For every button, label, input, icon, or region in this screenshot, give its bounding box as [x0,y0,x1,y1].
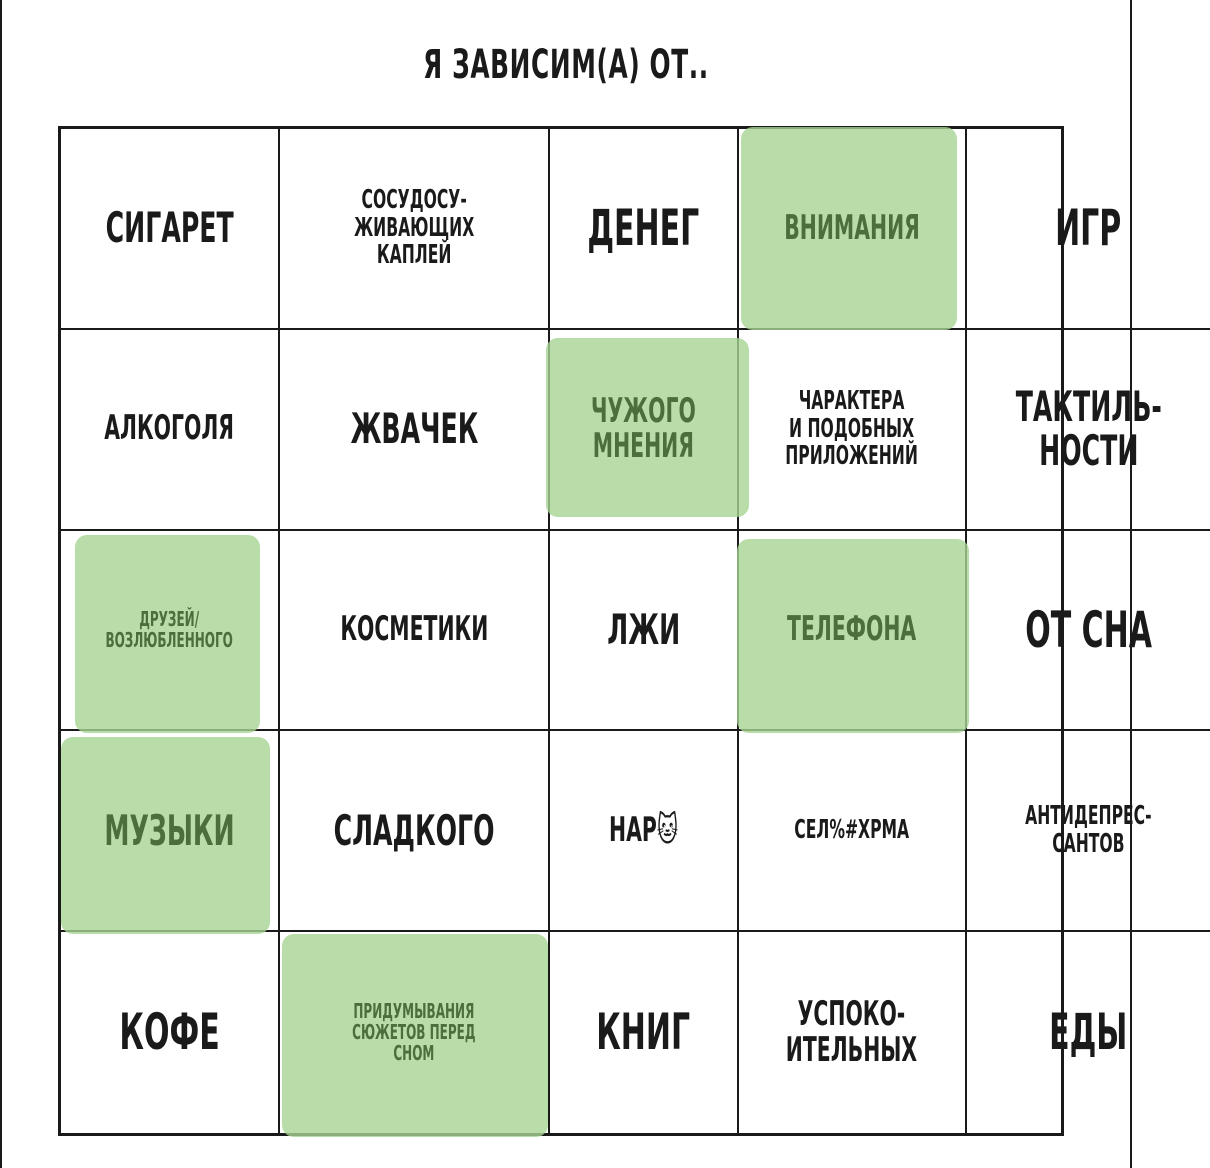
bingo-cell[interactable] [967,129,1210,330]
cell-label: МУЗЫКИ [104,805,235,855]
bingo-cell[interactable] [280,330,550,531]
bingo-cell-highlighted[interactable] [61,731,280,932]
cell-label: КОСМЕТИКИ [340,609,489,650]
cell-label: СИГАРЕТ [105,203,234,253]
bingo-cell[interactable] [739,731,967,932]
bingo-cell[interactable] [550,932,739,1133]
cell-label: ВНИМАНИЯ [783,207,920,248]
cell-label: ЛЖИ [606,604,680,654]
bingo-cell[interactable] [967,932,1210,1133]
cell-label: СЛАДКОГО [333,805,495,855]
bingo-cell[interactable] [967,531,1210,732]
cell-label: УСПОКО- ИТЕЛЬНЫХ [786,993,918,1070]
bingo-cell[interactable] [739,932,967,1133]
cell-label: ТЕЛЕФОНА [787,609,917,650]
bingo-cell[interactable] [739,330,967,531]
cell-label: ИГР [1055,199,1122,258]
bingo-cell[interactable] [61,932,280,1133]
bingo-cell[interactable] [550,531,739,732]
bingo-cell-highlighted[interactable] [280,932,550,1133]
bingo-cell-highlighted[interactable] [550,330,739,531]
cell-label: ЕДЫ [1049,1003,1128,1062]
bingo-cell[interactable] [550,129,739,330]
bingo-cell[interactable] [61,129,280,330]
bingo-grid [58,126,1162,1136]
bingo-cell-highlighted[interactable] [739,531,967,732]
cell-label: ДРУЗЕЙ/ ВОЗЛЮБЛЕННОГО [105,606,234,652]
bingo-cell-highlighted[interactable] [739,129,967,330]
bingo-cell[interactable] [280,731,550,932]
cell-label: ДЕНЕГ [587,199,700,258]
cell-label: ТАКТИЛЬ- НОСТИ [1015,382,1162,476]
cell-label: ПРИДУМЫВАНИЯ СЮЖЕТОВ ПЕРЕД СНОМ [352,999,476,1066]
bingo-cell-highlighted[interactable] [61,531,280,732]
bingo-title: Я ЗАВИСИМ(А) ОТ.. [423,42,709,88]
cell-label: АЛКОГОЛЯ [104,408,235,449]
cell-label: НАР🐱 [608,809,678,850]
cell-label: СОСУДОСУ- ЖИВАЮЩИХ КАПЛЕЙ [353,185,475,271]
bingo-cell[interactable] [280,531,550,732]
bingo-cell[interactable] [280,129,550,330]
frame-left-edge [0,0,2,1168]
bingo-cell[interactable] [967,330,1210,531]
cell-label: ОТ СНА [1025,600,1152,659]
cell-label: ЧУЖОГО МНЕНИЯ [590,390,696,467]
cell-label: АНТИДЕПРЕС- САНТОВ [1025,801,1152,859]
cell-label: КОФЕ [119,1003,220,1062]
bingo-cell[interactable] [967,731,1210,932]
cell-label: ЖВАЧЕК [350,404,478,454]
cell-label: СЕЛ%#ХРМА [794,815,910,846]
cell-label: КНИГ [596,1003,691,1062]
bingo-cell[interactable] [550,731,739,932]
bingo-cell[interactable] [61,330,280,531]
cell-label: ЧАРАКТЕРА И ПОДОБНЫХ ПРИЛОЖЕНИЙ [785,386,919,471]
